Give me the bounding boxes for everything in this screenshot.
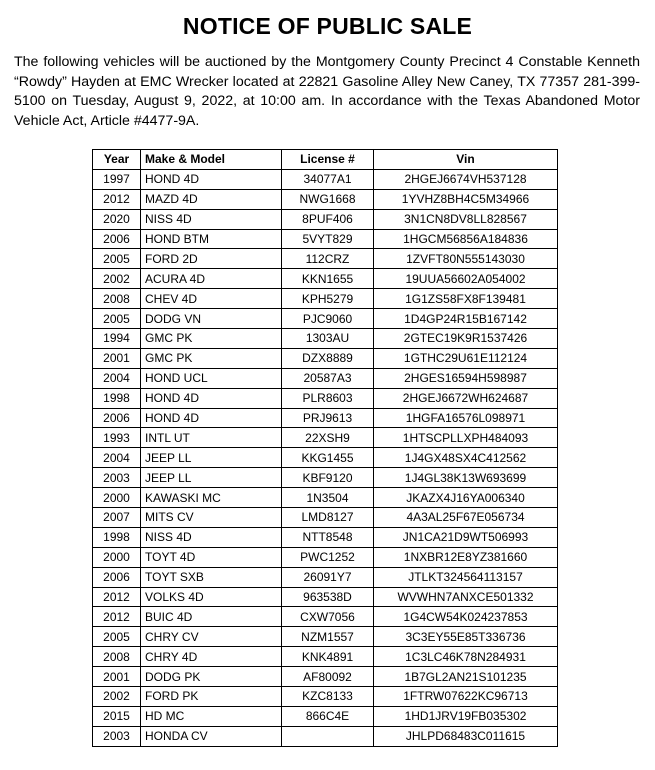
cell-vin: 1C3LC46K78N284931 — [374, 647, 558, 667]
table-header-row — [93, 150, 558, 170]
cell-year: 1998 — [93, 527, 141, 547]
cell-vin: JTLKT324564113157 — [374, 567, 558, 587]
table-row — [93, 249, 558, 269]
cell-license: NTT8548 — [282, 527, 374, 547]
cell-vin: 1ZVFT80N555143030 — [374, 249, 558, 269]
column-header-make-model: Make & Model — [141, 150, 282, 170]
cell-year: 2012 — [93, 189, 141, 209]
cell-license: 1303AU — [282, 329, 374, 349]
cell-vin: 1G1ZS58FX8F139481 — [374, 289, 558, 309]
cell-license: 20587A3 — [282, 368, 374, 388]
table-row — [93, 209, 558, 229]
cell-license: DZX8889 — [282, 348, 374, 368]
cell-make-model: JEEP LL — [141, 448, 282, 468]
table-row — [93, 348, 558, 368]
cell-make-model: FORD 2D — [141, 249, 282, 269]
cell-year: 2000 — [93, 488, 141, 508]
cell-make-model: HOND BTM — [141, 229, 282, 249]
table-row — [93, 189, 558, 209]
cell-make-model: HOND 4D — [141, 388, 282, 408]
cell-vin: 1YVHZ8BH4C5M34966 — [374, 189, 558, 209]
cell-make-model: HD MC — [141, 706, 282, 726]
cell-vin: JKAZX4J16YA006340 — [374, 488, 558, 508]
cell-license: PLR8603 — [282, 388, 374, 408]
cell-year: 2020 — [93, 209, 141, 229]
table-row — [93, 448, 558, 468]
cell-vin: 2GTEC19K9R1537426 — [374, 329, 558, 349]
cell-make-model: CHRY 4D — [141, 647, 282, 667]
column-header-year: Year — [93, 150, 141, 170]
cell-year: 2015 — [93, 706, 141, 726]
cell-license: PWC1252 — [282, 547, 374, 567]
table-row — [93, 269, 558, 289]
table-row — [93, 726, 558, 746]
table-row — [93, 169, 558, 189]
cell-make-model: JEEP LL — [141, 468, 282, 488]
table-row — [93, 607, 558, 627]
cell-year: 2008 — [93, 647, 141, 667]
cell-year: 2001 — [93, 667, 141, 687]
cell-vin: 2HGES16594H598987 — [374, 368, 558, 388]
cell-vin: 1NXBR12E8YZ381660 — [374, 547, 558, 567]
table-row — [93, 508, 558, 528]
cell-license: 5VYT829 — [282, 229, 374, 249]
table-row — [93, 567, 558, 587]
cell-year: 2012 — [93, 607, 141, 627]
cell-year: 2006 — [93, 567, 141, 587]
cell-license: 26091Y7 — [282, 567, 374, 587]
column-header-vin: Vin — [374, 150, 558, 170]
cell-year: 2004 — [93, 448, 141, 468]
cell-year: 2001 — [93, 348, 141, 368]
cell-year: 2012 — [93, 587, 141, 607]
table-row — [93, 388, 558, 408]
vehicle-table — [92, 149, 558, 747]
cell-make-model: CHEV 4D — [141, 289, 282, 309]
table-row — [93, 687, 558, 707]
cell-vin: 1D4GP24R15B167142 — [374, 309, 558, 329]
cell-make-model: BUIC 4D — [141, 607, 282, 627]
cell-make-model: HOND 4D — [141, 408, 282, 428]
cell-license: NZM1557 — [282, 627, 374, 647]
cell-license: 866C4E — [282, 706, 374, 726]
cell-make-model: INTL UT — [141, 428, 282, 448]
cell-make-model: TOYT 4D — [141, 547, 282, 567]
cell-license: KKN1655 — [282, 269, 374, 289]
cell-license: 34077A1 — [282, 169, 374, 189]
cell-vin: 4A3AL25F67E056734 — [374, 508, 558, 528]
cell-year: 2003 — [93, 726, 141, 746]
table-row — [93, 647, 558, 667]
cell-make-model: DODG PK — [141, 667, 282, 687]
table-row — [93, 408, 558, 428]
column-header-license: License # — [282, 150, 374, 170]
cell-license: KBF9120 — [282, 468, 374, 488]
cell-make-model: NISS 4D — [141, 209, 282, 229]
table-row — [93, 547, 558, 567]
table-row — [93, 527, 558, 547]
cell-year: 2002 — [93, 269, 141, 289]
table-row — [93, 488, 558, 508]
cell-make-model: NISS 4D — [141, 527, 282, 547]
table-row — [93, 309, 558, 329]
cell-year: 2002 — [93, 687, 141, 707]
cell-license: CXW7056 — [282, 607, 374, 627]
cell-vin: 1GTHC29U61E112124 — [374, 348, 558, 368]
notice-intro-paragraph: The following vehicles will be auctioned by the Montgomery County Precinct 4 Constable Kenneth “Rowdy” Hayden at EMC Wrecker located at 22821 Gasoline Alley New Caney, TX 77357 281-399-5100 on Tuesday, August 9, 2022, at 10:00 am. In accordance with the Texas Abandoned Motor Vehicle Act, Article #4477-9A. — [14, 54, 640, 129]
table-row — [93, 468, 558, 488]
cell-make-model: FORD PK — [141, 687, 282, 707]
cell-make-model: MAZD 4D — [141, 189, 282, 209]
cell-vin: 2HGEJ6672WH624687 — [374, 388, 558, 408]
cell-vin: 1HGFA16576L098971 — [374, 408, 558, 428]
cell-vin: 2HGEJ6674VH537128 — [374, 169, 558, 189]
cell-license: 1N3504 — [282, 488, 374, 508]
cell-year: 1997 — [93, 169, 141, 189]
cell-license: KKG1455 — [282, 448, 374, 468]
cell-vin: 1HTSCPLLXPH484093 — [374, 428, 558, 448]
notice-title: NOTICE OF PUBLIC SALE — [182, 13, 473, 39]
table-row — [93, 706, 558, 726]
cell-vin: 1FTRW07622KC96713 — [374, 687, 558, 707]
table-row — [93, 229, 558, 249]
cell-license: KPH5279 — [282, 289, 374, 309]
cell-vin: 1HGCM56856A184836 — [374, 229, 558, 249]
cell-make-model: GMC PK — [141, 348, 282, 368]
cell-make-model: HOND 4D — [141, 169, 282, 189]
table-row — [93, 289, 558, 309]
cell-vin: 3N1CN8DV8LL828567 — [374, 209, 558, 229]
cell-license: PJC9060 — [282, 309, 374, 329]
cell-vin: WVWHN7ANXCE501332 — [374, 587, 558, 607]
cell-year: 2004 — [93, 368, 141, 388]
cell-license: KZC8133 — [282, 687, 374, 707]
cell-license: LMD8127 — [282, 508, 374, 528]
cell-license: NWG1668 — [282, 189, 374, 209]
cell-make-model: MITS CV — [141, 508, 282, 528]
cell-make-model: VOLKS 4D — [141, 587, 282, 607]
cell-year: 1994 — [93, 329, 141, 349]
cell-vin: 3C3EY55E85T336736 — [374, 627, 558, 647]
cell-make-model: GMC PK — [141, 329, 282, 349]
cell-make-model: DODG VN — [141, 309, 282, 329]
cell-year: 2006 — [93, 408, 141, 428]
cell-make-model: TOYT SXB — [141, 567, 282, 587]
cell-vin: JN1CA21D9WT506993 — [374, 527, 558, 547]
cell-license: 963538D — [282, 587, 374, 607]
table-row — [93, 329, 558, 349]
cell-year: 2003 — [93, 468, 141, 488]
cell-year: 2005 — [93, 627, 141, 647]
cell-vin: JHLPD68483C011615 — [374, 726, 558, 746]
cell-year: 2006 — [93, 229, 141, 249]
cell-vin: 1J4GX48SX4C412562 — [374, 448, 558, 468]
cell-vin: 1G4CW54K024237853 — [374, 607, 558, 627]
table-row — [93, 368, 558, 388]
cell-license: PRJ9613 — [282, 408, 374, 428]
cell-license: 8PUF406 — [282, 209, 374, 229]
table-row — [93, 667, 558, 687]
cell-license: KNK4891 — [282, 647, 374, 667]
cell-license: 22XSH9 — [282, 428, 374, 448]
cell-year: 2005 — [93, 249, 141, 269]
cell-make-model: CHRY CV — [141, 627, 282, 647]
cell-year: 2000 — [93, 547, 141, 567]
cell-year: 1998 — [93, 388, 141, 408]
cell-license: 112CRZ — [282, 249, 374, 269]
cell-vin: 19UUA56602A054002 — [374, 269, 558, 289]
cell-vin: 1J4GL38K13W693699 — [374, 468, 558, 488]
table-row — [93, 428, 558, 448]
cell-vin: 1B7GL2AN21S101235 — [374, 667, 558, 687]
table-row — [93, 627, 558, 647]
cell-make-model: HONDA CV — [141, 726, 282, 746]
table-row — [93, 587, 558, 607]
cell-make-model: HOND UCL — [141, 368, 282, 388]
cell-vin: 1HD1JRV19FB035302 — [374, 706, 558, 726]
cell-license: AF80092 — [282, 667, 374, 687]
cell-year: 2008 — [93, 289, 141, 309]
cell-year: 1993 — [93, 428, 141, 448]
cell-year: 2005 — [93, 309, 141, 329]
cell-year: 2007 — [93, 508, 141, 528]
cell-make-model: KAWASKI MC — [141, 488, 282, 508]
cell-make-model: ACURA 4D — [141, 269, 282, 289]
cell-license — [282, 726, 374, 746]
vehicle-table-body — [93, 169, 558, 746]
